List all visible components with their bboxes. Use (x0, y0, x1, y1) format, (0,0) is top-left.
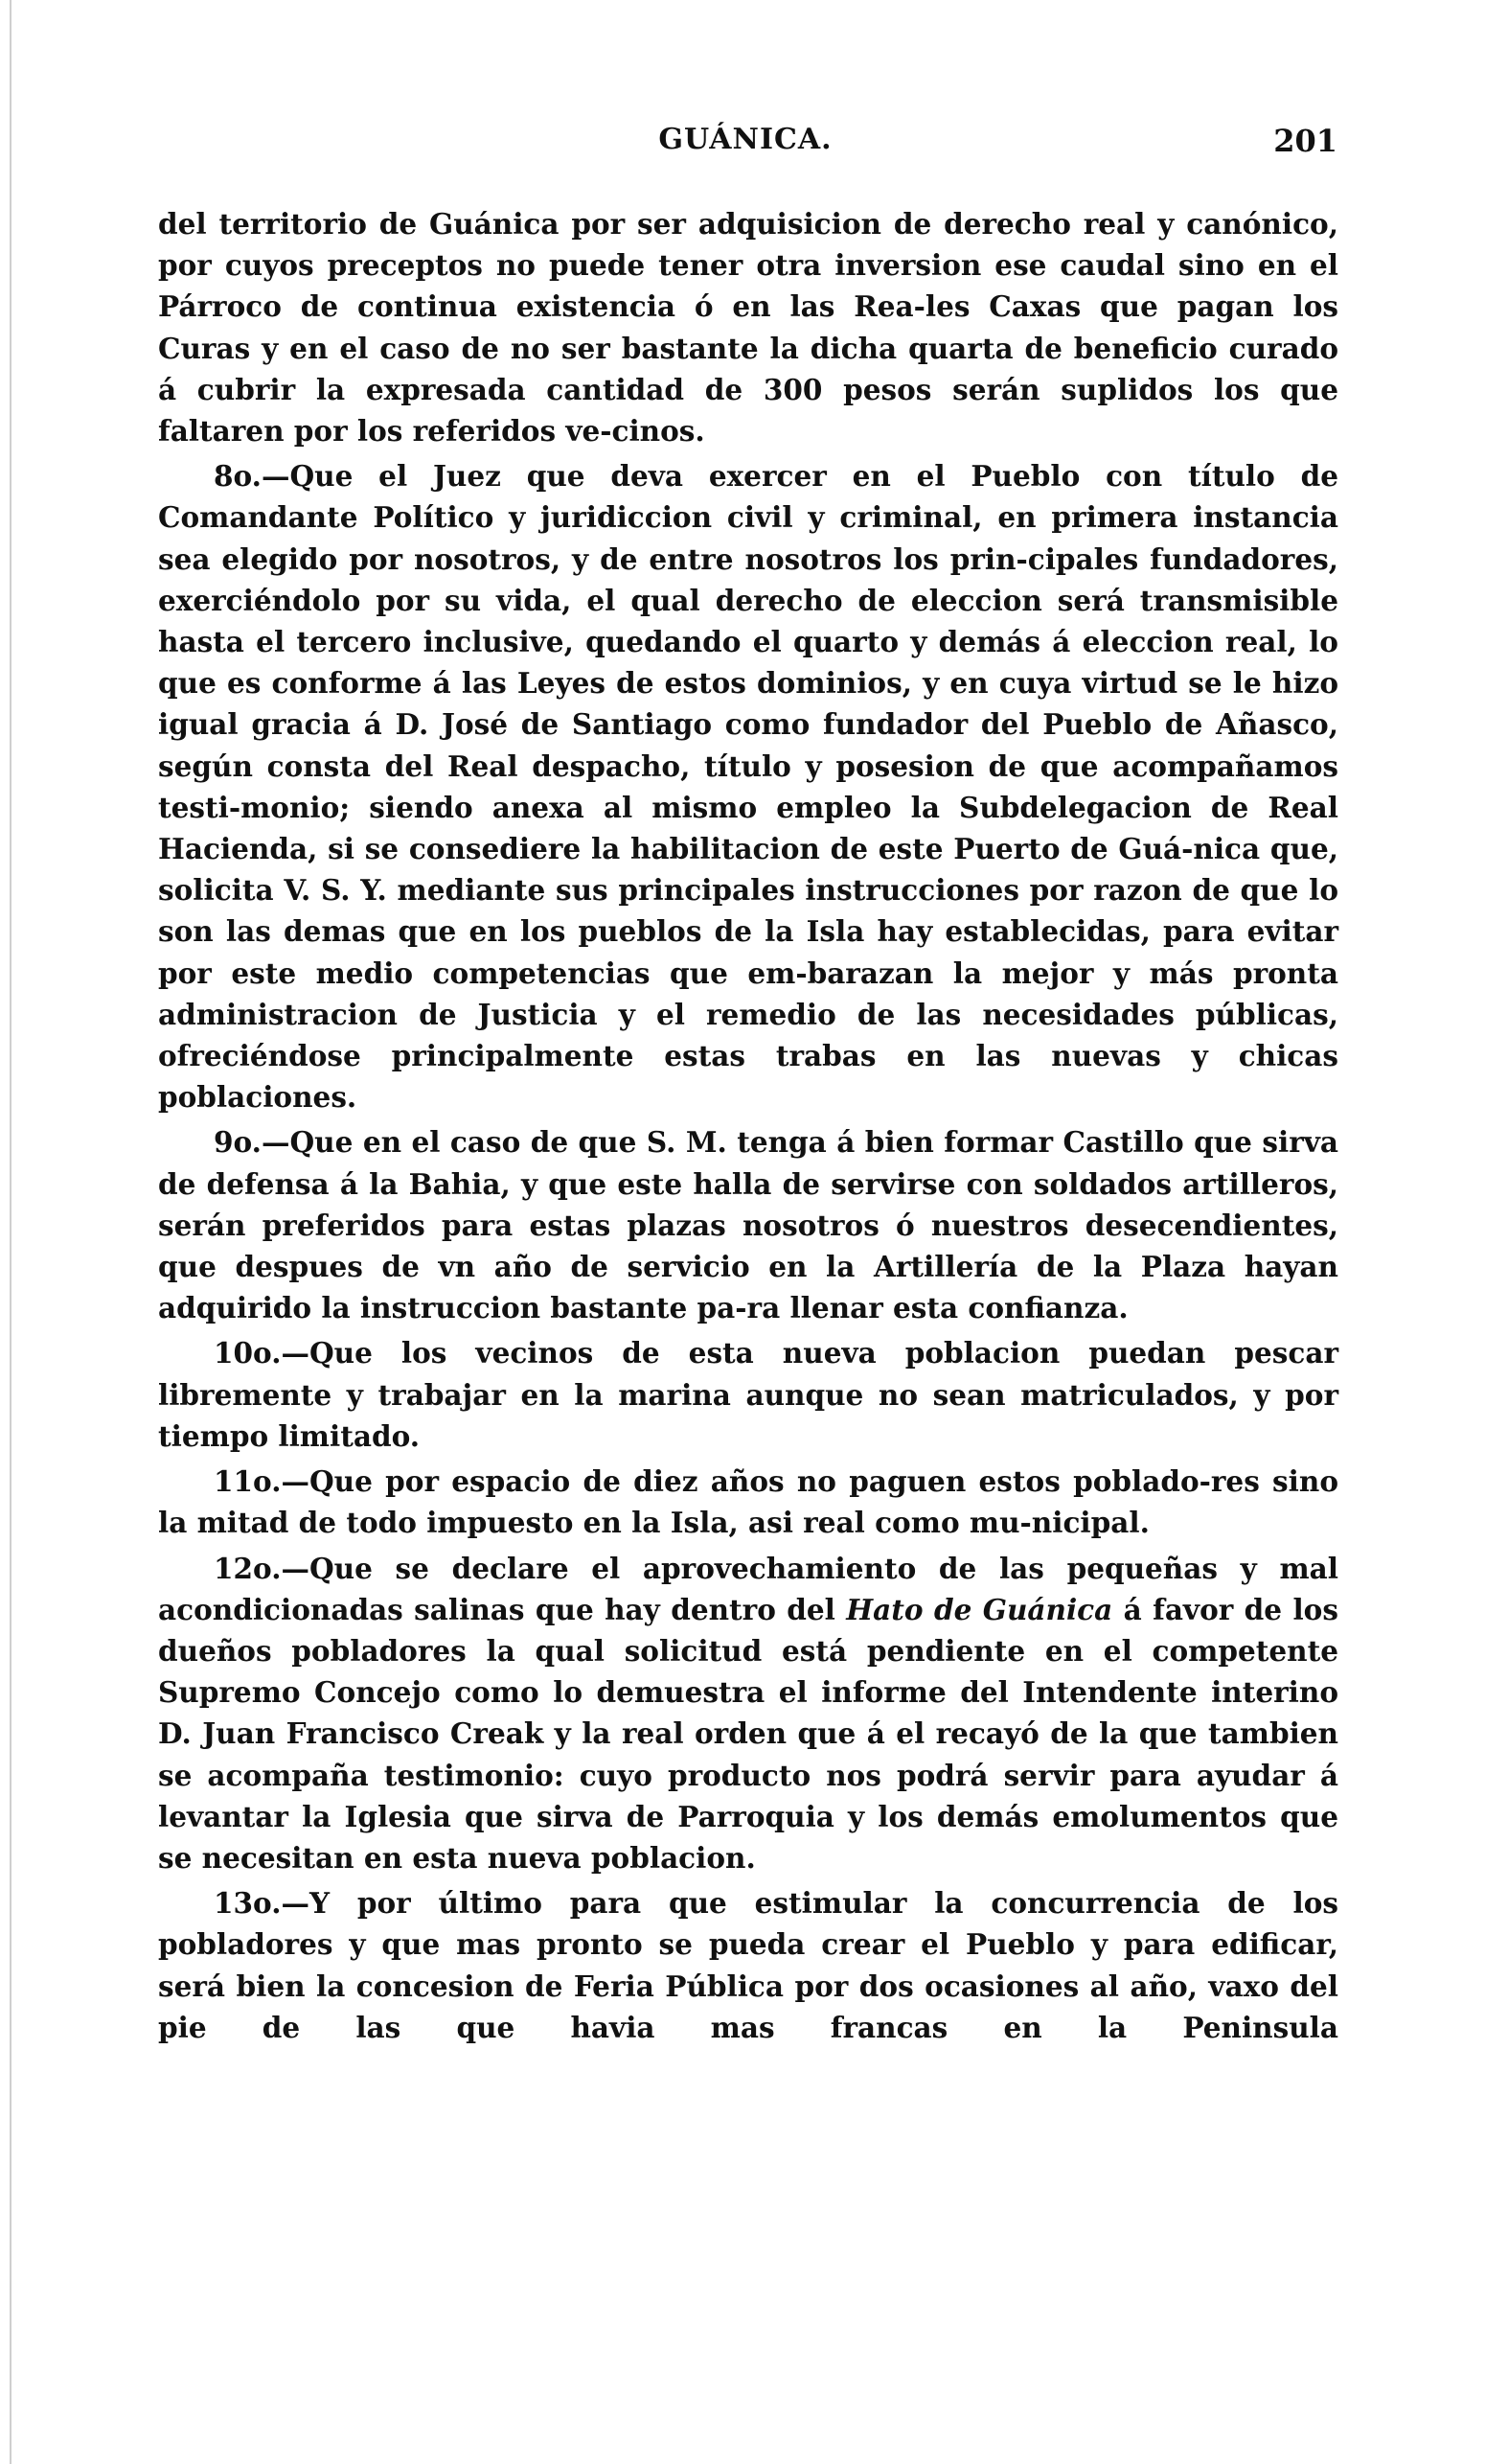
running-header (153, 123, 1337, 161)
paragraph-12-italic-place: Hato de Guánica (846, 1592, 1113, 1626)
paragraph-10: 10o.—Que los vecinos de esta nueva poblacion puedan pescar libremente y trabajar en la marina aunque no sean matriculados, y por tiempo limitado. (158, 1336, 1338, 1453)
paragraph-12 (158, 1548, 1338, 1879)
paragraph-11: 11o.—Que por espacio de diez años no paguen estos poblado-res sino la mitad de todo impuesto en la Isla, asi real como mu-nicipal. (158, 1464, 1338, 1540)
paragraph-9: 9o.—Que en el caso de que S. M. tenga á bien formar Castillo que sirva de defensa á la Bahia, y que este halla de servirse con soldados artilleros, serán preferidos para estas plazas nosotros ó nuestros desecendientes, que despues de vn año de servicio en la Artillería de la Plaza hayan adquirido la instruccion bastante pa-ra llenar esta confianza. (158, 1125, 1338, 1325)
page-number: 201 (1273, 123, 1337, 159)
body-text (158, 203, 1338, 2052)
paragraph-12-text-a: 12o.—Que se declare el aprovechamiento de las pequeñas y mal acondicionadas salinas que hay dentro del (158, 1551, 1338, 1626)
paragraph-continuation: del territorio de Guánica por ser adquisicion de derecho real y canónico, por cuyos preceptos no puede tener otra inversion ese caudal sino en el Párroco de continua existencia ó en las Rea-les Caxas que pagan los Curas y en el caso de no ser bastante la dicha quarta de beneficio curado á cubrir la expresada cantidad de 300 pesos serán suplidos los que faltaren por los referidos ve-cinos. (158, 207, 1338, 449)
paragraph-13: 13o.—Y por último para que estimular la concurrencia de los pobladores y que mas pronto se pueda crear el Pueblo y para edificar, será bien la concesion de Feria Pública por dos ocasiones al año, vaxo del pie de las que havia mas francas en la Peninsula (158, 1886, 1338, 2044)
paragraph-8: 8o.—Que el Juez que deva exercer en el Pueblo con título de Comandante Político y juridiccion civil y criminal, en primera instancia sea elegido por nosotros, y de entre nosotros los prin-cipales fundadores, exerciéndolo por su vida, el qual derecho de eleccion será transmisible hasta el tercero inclusive, quedando el quarto y demás á eleccion real, lo que es conforme á las Leyes de estos dominios, y en cuya virtud se le hizo igual gracia á D. José de Santiago como fundador del Pueblo de Añasco, según consta del Real despacho, título y posesion de que acompañamos testi-monio; siendo anexa al mismo empleo la Subdelegacion de Real Hacienda, si se consediere la habilitacion de este Puerto de Guá-nica que, solicita V. S. Y. mediante sus principales instrucciones por razon de que lo son las demas que en los pueblos de la Isla hay establecidas, para evitar por este medio competencias que em-barazan la mejor y más pronta administracion de Justicia y el remedio de las necesidades públicas, ofreciéndose principalmente estas trabas en las nuevas y chicas poblaciones. (158, 459, 1338, 1115)
paragraph-12-text-b: á favor de los dueños pobladores la qual solicitud está pendiente en el competente Supremo Concejo como lo demuestra el informe del Intendente interino D. Juan Francisco Creak y la real orden que á el recayó de la que tambien se acompaña testimonio: cuyo producto nos podrá servir para ayudar á levantar la Iglesia que sirva de Parroquia y los demás emolumentos que se necesitan en esta nueva poblacion. (158, 1592, 1338, 1875)
running-title: GUÁNICA. (658, 123, 833, 156)
scan-edge-line (10, 0, 11, 2464)
